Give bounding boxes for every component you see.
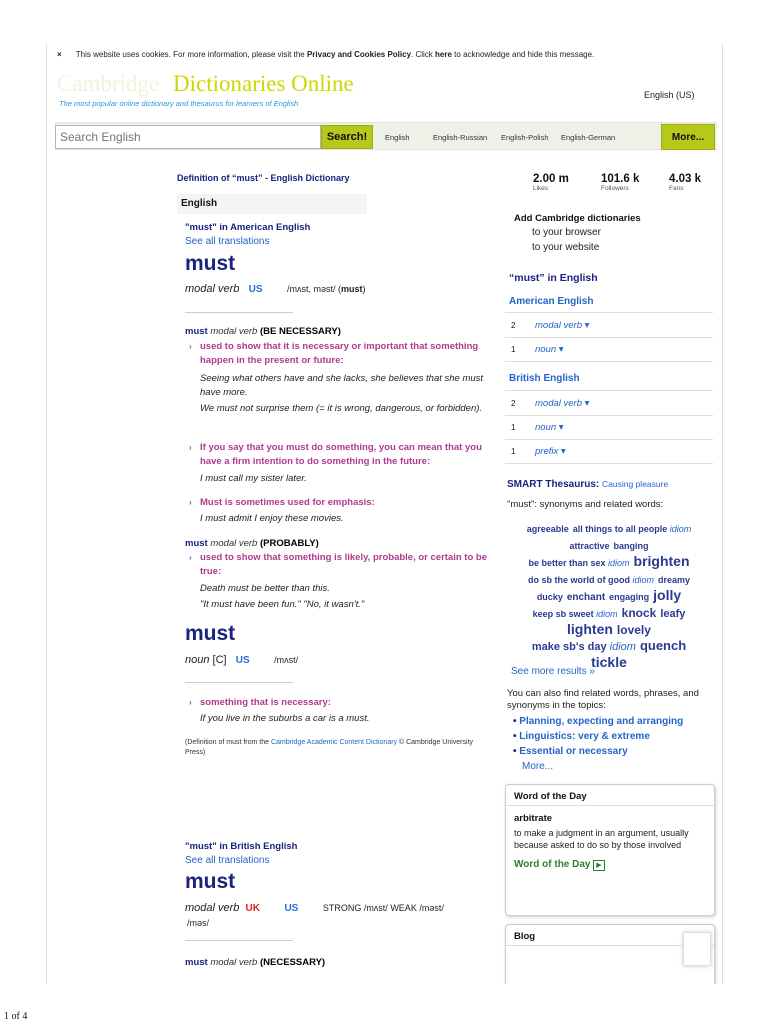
- blog-title: Blog: [514, 931, 536, 942]
- sidebar-entry[interactable]: 2 modal verb ▾: [505, 314, 713, 338]
- wotd-definition: to make a judgment in an argument, usually because asked to do so by those involved: [514, 828, 689, 850]
- synonym-link[interactable]: do sb the world of good idiom: [527, 575, 654, 585]
- see-all-translations-link[interactable]: See all translations: [185, 236, 270, 247]
- example: I must admit I enjoy these movies.: [200, 513, 344, 524]
- sidebar-entry[interactable]: 1 noun ▾: [505, 338, 713, 362]
- sidebar-british-english[interactable]: British English: [509, 373, 580, 384]
- uk-pronunciation-button[interactable]: UK: [245, 903, 260, 914]
- privacy-policy-link[interactable]: Privacy and Cookies Policy: [306, 50, 412, 59]
- tagline: The most popular online dictionary and thesaurus for learners of English: [59, 99, 299, 108]
- word-cloud: [505, 520, 713, 670]
- language-selector[interactable]: English (US): [644, 90, 695, 100]
- definition: › used to show that something is likely, probable, or certain to be true:: [189, 552, 487, 577]
- tab-english[interactable]: English: [177, 194, 367, 214]
- dict-english-polish[interactable]: English-Polish: [501, 133, 549, 142]
- us-pronunciation-button[interactable]: US: [235, 655, 250, 666]
- example: If you live in the suburbs a car is a must.: [200, 713, 370, 724]
- sidebar-entry[interactable]: 1 prefix ▾: [505, 440, 713, 464]
- synonym-link[interactable]: quench: [639, 638, 687, 653]
- word-of-the-day-title: Word of the Day: [514, 791, 587, 802]
- pos-line-noun: noun [C] US /mʌst/: [185, 654, 299, 666]
- topic-link[interactable]: • Planning, expecting and arranging: [513, 716, 683, 727]
- credit: (Definition of must from the Cambridge Academic Content Dictionary © Cambridge University Press): [185, 739, 474, 756]
- synonym-link[interactable]: brighten: [633, 553, 690, 569]
- search-button[interactable]: Search!: [321, 125, 373, 149]
- divider: [185, 312, 293, 313]
- example: We must not surprise them (= it is wrong, dangerous, or forbidden).: [200, 403, 483, 414]
- content-dictionary-link[interactable]: Cambridge Academic Content Dictionary: [270, 739, 398, 746]
- synonym-link[interactable]: lighten: [567, 621, 613, 637]
- sidebar-american-english[interactable]: American English: [509, 296, 594, 307]
- word-of-the-day-box: [505, 784, 715, 916]
- wotd-link[interactable]: Word of the Day ▶: [514, 859, 605, 871]
- sidebar-in-english: “must” in English: [509, 272, 598, 284]
- play-icon: ▶: [593, 860, 604, 871]
- word-cloud-row: [505, 588, 713, 605]
- cookie-banner: × This website uses cookies. For more information, please visit the Privacy and Cookies Policy. Click here to acknowledge and hide this message.: [57, 50, 595, 59]
- sense-heading: must modal verb (NECESSARY): [185, 957, 326, 968]
- synonym-link[interactable]: make sb's day idiom: [531, 641, 636, 653]
- example: Seeing what others have and she lacks, she believes that she must have more.: [200, 373, 484, 398]
- example: Death must be better than this.: [200, 583, 330, 594]
- synonym-link[interactable]: attractive: [569, 541, 610, 551]
- word-cloud-row: [505, 622, 713, 638]
- stat-likes[interactable]: 2.00 m Likes: [533, 173, 569, 192]
- topics-more-link[interactable]: More...: [522, 761, 554, 772]
- word-cloud-row: [505, 605, 713, 622]
- page-number: 1 of 4: [4, 1011, 28, 1022]
- topic-link[interactable]: • Essential or necessary: [513, 746, 628, 757]
- definition: › used to show that it is necessary or important that something happen in the present or future:: [189, 341, 479, 366]
- synonym-link[interactable]: leafy: [660, 608, 686, 620]
- pronunciation: /mʌst, məst/ (must): [286, 284, 366, 294]
- pronunciation: /məs/: [187, 918, 210, 928]
- close-icon[interactable]: ×: [57, 50, 62, 59]
- synonym-link[interactable]: be better than sex idiom: [528, 558, 630, 568]
- word-cloud-row: [505, 571, 713, 588]
- definition: › Must is sometimes used for emphasis:: [189, 497, 375, 508]
- pos-line: modal verb US /mʌst, məst/ (must): [185, 283, 366, 295]
- topics-intro: You can also find related words, phrases, and synonyms in the topics:: [507, 688, 699, 711]
- word-cloud-row: [505, 520, 713, 537]
- us-pronunciation-button[interactable]: US: [284, 903, 299, 914]
- divider: [185, 940, 293, 941]
- synonym-link[interactable]: lovely: [616, 623, 651, 637]
- dict-english-german[interactable]: English-German: [561, 133, 616, 142]
- sidebar-entry[interactable]: 1 noun ▾: [505, 416, 713, 440]
- definition: › something that is necessary:: [189, 697, 331, 708]
- synonym-link[interactable]: enchant: [566, 592, 606, 603]
- thesaurus-subtitle: "must": synonyms and related words:: [507, 499, 664, 510]
- pos-line-british: modal verb UK US STRONG /mʌst/ WEAK /məst/: [185, 902, 444, 914]
- search-input[interactable]: [55, 125, 321, 149]
- headword: must: [185, 252, 236, 275]
- synonym-link[interactable]: knock: [621, 606, 657, 620]
- section-title-british: "must" in British English: [185, 841, 298, 852]
- see-all-translations-link[interactable]: See all translations: [185, 855, 270, 866]
- synonym-link[interactable]: jolly: [653, 587, 682, 603]
- sense-heading: must modal verb (PROBABLY): [185, 538, 319, 549]
- definition: › If you say that you must do something, you can mean that you have a firm intention to do something in the future:: [189, 442, 482, 467]
- example: I must call my sister later.: [200, 473, 307, 484]
- cookie-here-link[interactable]: here: [435, 50, 452, 59]
- logo[interactable]: Dictionaries Online: [173, 71, 354, 96]
- word-cloud-row: [505, 537, 713, 554]
- dict-english[interactable]: English: [385, 133, 410, 142]
- divider: [506, 805, 714, 806]
- chevron-down-icon: ▾: [560, 446, 566, 457]
- chevron-down-icon: ▾: [584, 398, 590, 409]
- sidebar-entry[interactable]: 2 modal verb ▾: [505, 392, 713, 416]
- chevron-down-icon: ▾: [558, 422, 564, 433]
- synonym-link[interactable]: keep sb sweet idiom: [532, 609, 618, 619]
- us-pronunciation-button[interactable]: US: [248, 284, 263, 295]
- add-to-browser-link[interactable]: to your browser: [532, 227, 601, 238]
- synonym-link[interactable]: tickle: [591, 654, 627, 670]
- chevron-down-icon: ▾: [584, 320, 590, 331]
- synonym-link[interactable]: all things to all people idiom: [572, 524, 692, 534]
- word-cloud-row: [505, 638, 713, 655]
- synonym-link[interactable]: banging: [613, 541, 649, 551]
- stat-followers[interactable]: 101.6 k Followers: [601, 173, 640, 192]
- page: [46, 44, 723, 984]
- synonym-link[interactable]: ducky: [536, 592, 563, 602]
- wotd-word[interactable]: arbitrate: [514, 813, 553, 824]
- synonym-link[interactable]: engaging: [609, 592, 650, 602]
- headword-noun: must: [185, 622, 236, 645]
- chevron-down-icon: ▾: [558, 344, 564, 355]
- dict-english-russian[interactable]: English-Russian: [433, 133, 488, 142]
- stat-fans[interactable]: 4.03 k Fans: [669, 173, 701, 192]
- divider: [505, 312, 713, 313]
- synonym-link[interactable]: agreeable: [526, 524, 569, 534]
- page-title: Definition of “must” - English Dictionary: [177, 173, 350, 183]
- search-bar: [55, 122, 717, 150]
- synonym-link[interactable]: dreamy: [657, 575, 691, 585]
- sense-heading: must modal verb (BE NECESSARY): [185, 326, 341, 337]
- add-dictionaries-title: Add Cambridge dictionaries: [514, 213, 641, 224]
- more-dictionaries-button[interactable]: More...: [661, 124, 715, 150]
- add-to-website-link[interactable]: to your website: [532, 242, 600, 253]
- thesaurus-title: SMART Thesaurus: Causing pleasure: [507, 479, 669, 490]
- word-cloud-row: [505, 554, 713, 571]
- see-more-results-link[interactable]: See more results »: [511, 666, 595, 677]
- divider: [505, 390, 713, 391]
- scroll-to-top-button[interactable]: [683, 932, 711, 966]
- divider: [185, 682, 293, 683]
- logo-cambridge[interactable]: Cambridge: [57, 71, 160, 96]
- section-title-american: "must" in American English: [185, 222, 311, 233]
- headword-british: must: [185, 870, 236, 893]
- thesaurus-topic-link[interactable]: Causing pleasure: [602, 479, 669, 489]
- topic-link[interactable]: • Linguistics: very & extreme: [513, 731, 650, 742]
- example: "It must have been fun." "No, it wasn't.": [200, 599, 365, 610]
